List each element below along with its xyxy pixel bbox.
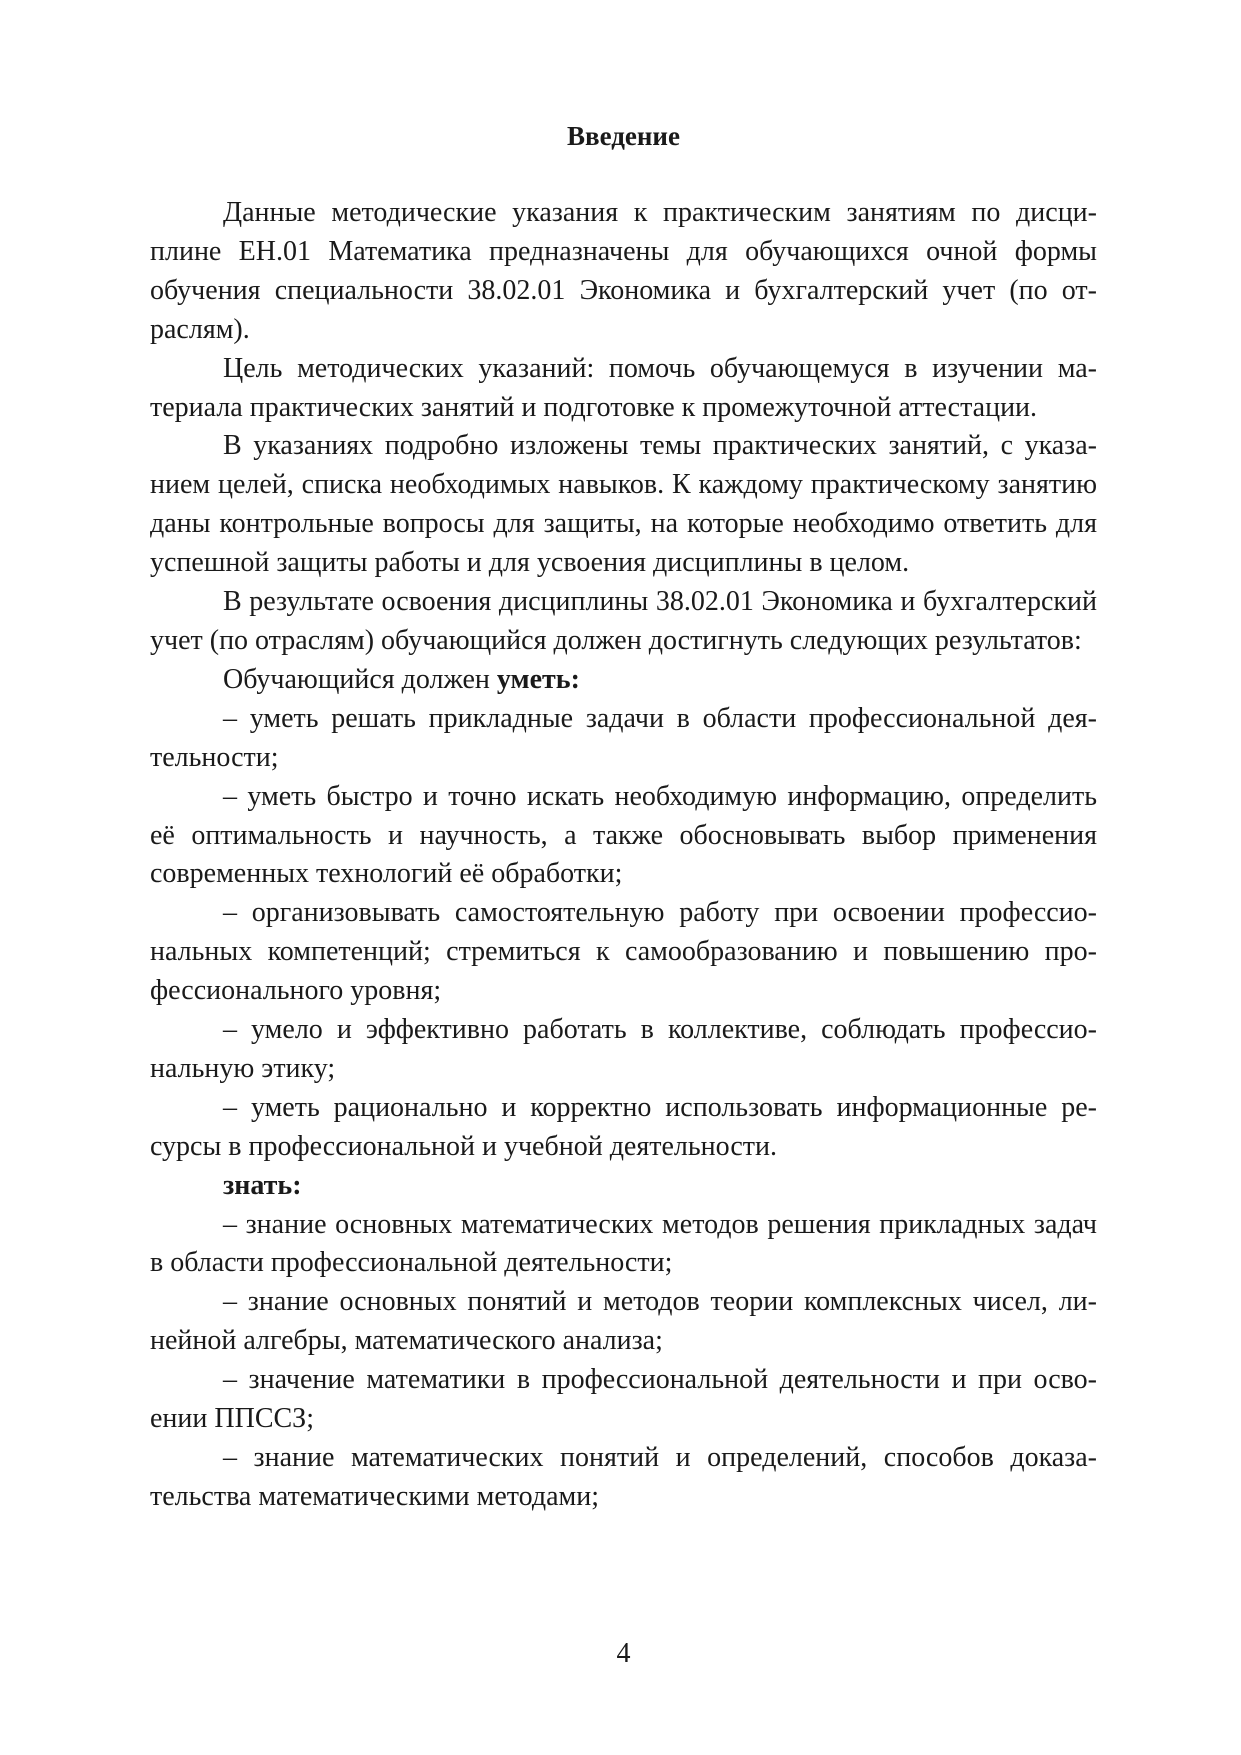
- page-title: Введение: [567, 121, 680, 151]
- knowledge-item: – значение математики в профессиональной деятельности и при освоении ППССЗ;: [150, 1364, 1097, 1435]
- document-body: [150, 194, 1097, 1517]
- intro-paragraph-1: Данные методические указания к практическим занятиям по дисциплине ЕН.01 Математика предназначены для обучающихся очной формы обучения специальности 38.02.01 Экономика и бухгалтерский учет (по отраслям).: [150, 197, 1097, 345]
- skills-lead-text: Обучающийся должен: [223, 663, 497, 695]
- intro-paragraph-3: В указаниях подробно изложены темы практических занятий, с указанием целей, списка необходимых навыков. К каждому практическому занятию даны контрольные вопросы для защиты, на которые необходимо ответить для успешной защиты работы и для усвоения дисциплины в целом.: [150, 430, 1097, 579]
- skill-item: – уметь рационально и корректно использовать информационные ресурсы в профессиональной и учебной деятельности.: [150, 1091, 1097, 1162]
- skills-heading: уметь:: [496, 663, 580, 695]
- knowledge-item: – знание основных понятий и методов теории комплексных чисел, линейной алгебры, математического анализа;: [150, 1286, 1097, 1357]
- skill-item: – уметь решать прикладные задачи в области профессиональной деятельности;: [150, 702, 1097, 773]
- page-number: 4: [616, 1638, 631, 1669]
- skill-item: – уметь быстро и точно искать необходимую информацию, определить её оптимальность и научность, а также обосновывать выбор применения современных технологий её обработки;: [150, 780, 1097, 890]
- knowledge-item: – знание основных математических методов решения прикладных задач в области профессиональной деятельности;: [150, 1208, 1097, 1279]
- knowledge-heading: знать:: [223, 1169, 302, 1201]
- knowledge-item: – знание математических понятий и определений, способов доказательства математическими методами;: [150, 1442, 1097, 1512]
- intro-paragraph-2: Цель методических указаний: помочь обучающемуся в изучении материала практических занятий и подготовке к промежуточной аттестации.: [150, 352, 1097, 423]
- skill-item: – умело и эффективно работать в коллективе, соблюдать профессиональную этику;: [150, 1014, 1097, 1084]
- skills-lead-paragraph: [150, 661, 1097, 700]
- intro-paragraph-4: В результате освоения дисциплины 38.02.01 Экономика и бухгалтерский учет (по отраслям) обучающийся должен достигнуть следующих результатов:: [150, 586, 1097, 656]
- skill-item: – организовывать самостоятельную работу при освоении профессиональных компетенций; стремиться к самообразованию и повышению профессионального уровня;: [150, 897, 1097, 1007]
